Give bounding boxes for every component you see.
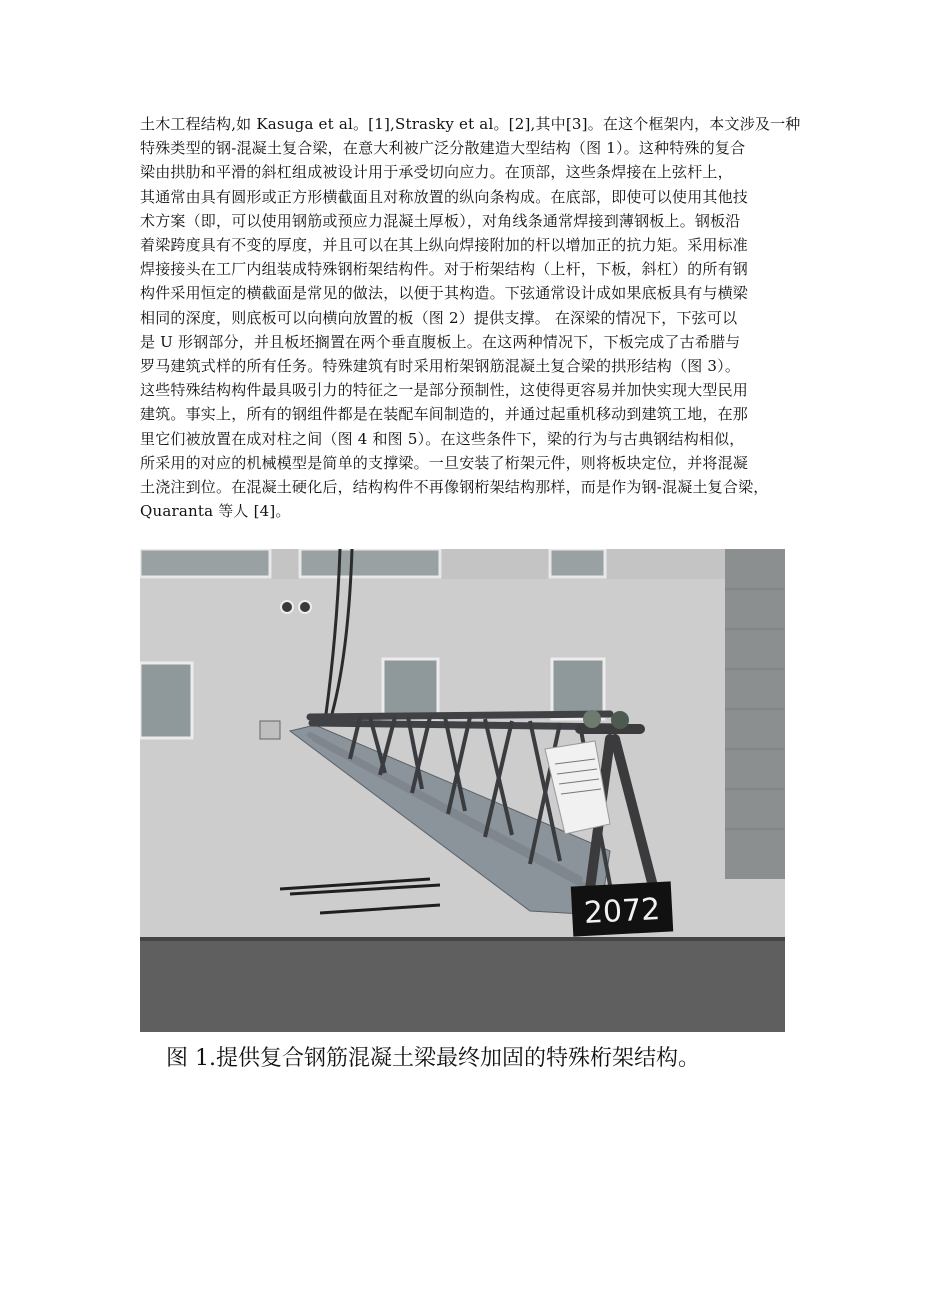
text-line: 着梁跨度具有不变的厚度，并且可以在其上纵向焊接附加的杆以增加正的抗力矩。采用标准 — [140, 236, 749, 255]
text-line: 构件采用恒定的横截面是常见的做法，以便于其构造。下弦通常设计成如果底板具有与横梁 — [140, 284, 749, 303]
text-line: Quaranta 等人 [4]。 — [140, 502, 291, 521]
text-line: 梁由拱肋和平滑的斜杠组成被设计用于承受切向应力。在顶部，这些条焊接在上弦杆上， — [140, 163, 733, 182]
tag-number: 2072 — [583, 892, 662, 931]
text-line: 这些特殊结构构件最具吸引力的特征之一是部分预制性，这使得更容易并加快实现大型民用 — [140, 381, 749, 400]
text-line: 特殊类型的钢-混凝土复合梁，在意大利被广泛分散建造大型结构（图 1）。这种特殊的复合 — [140, 139, 746, 158]
text-line: 建筑。事实上，所有的钢组件都是在装配车间制造的，并通过起重机移动到建筑工地，在那 — [140, 405, 749, 424]
text-line: 所采用的对应的机械模型是简单的支撑梁。一旦安装了桁架元件，则将板块定位，并将混凝 — [140, 453, 749, 472]
figure-caption: 图 1.提供复合钢筋混凝土梁最终加固的特殊桁架结构。 — [166, 1046, 700, 1071]
text-line: 里它们被放置在成对柱之间（图 4 和图 5）。在这些条件下，梁的行为与古典钢结构相似， — [140, 429, 745, 448]
body-paragraph — [140, 112, 801, 523]
text-line: 是 U 形钢部分，并且板坯搁置在两个垂直腹板上。在这两种情况下，下板完成了古希腊与 — [140, 332, 741, 351]
text-line: 术方案（即，可以使用钢筋或预应力混凝土厚板），对角线条通常焊接到薄钢板上。钢板沿 — [140, 211, 741, 230]
text-line: 罗马建筑式样的所有任务。特殊建筑有时采用桁架钢筋混凝土复合梁的拱形结构（图 3）。 — [140, 357, 741, 376]
text-line: 相同的深度，则底板可以向横向放置的板（图 2）提供支撑。 在深梁的情况下，下弦可以 — [140, 308, 738, 327]
figure-photo — [140, 549, 785, 1032]
text-line: 土浇注到位。在混凝土硬化后，结构构件不再像钢桁架结构那样，而是作为钢-混凝土复合梁， — [140, 478, 769, 497]
text-line: 其通常由具有圆形或正方形横截面且对称放置的纵向条构成。在底部，即使可以使用其他技 — [140, 187, 749, 206]
ground — [140, 939, 785, 1032]
truss-beam-photo — [140, 549, 785, 1032]
text-line: 焊接接头在工厂内组装成特殊钢桁架结构件。对于桁架结构（上杆，下板，斜杠）的所有钢 — [140, 260, 749, 279]
text-line: 土木工程结构,如 Kasuga et al。[1],Strasky et al。[2],其中[3]。在这个框架内，本文涉及一种 — [140, 115, 801, 133]
